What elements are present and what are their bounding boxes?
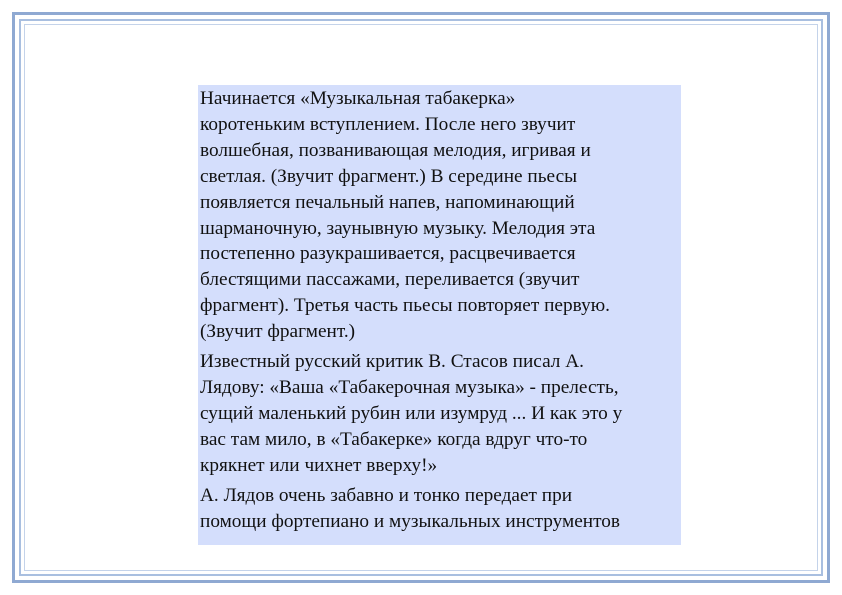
paragraph-1 xyxy=(200,86,679,345)
text-block xyxy=(198,85,681,545)
text-line: блестящими пассажами, переливается (звучит xyxy=(200,269,580,291)
text-line: помощи фортепиано и музыкальных инструментов xyxy=(200,510,621,532)
text-line: постепенно разукрашивается, расцвечивается xyxy=(200,243,576,265)
text-line: (Звучит фрагмент.) xyxy=(200,321,356,343)
text-line: крякнет или чихнет вверху!» xyxy=(200,454,438,476)
text-line: коротеньким вступлением. После него звучит xyxy=(200,113,576,135)
text-line: появляется печальный напев, напоминающий xyxy=(200,191,575,213)
text-line: светлая. (Звучит фрагмент.) В середине пьесы xyxy=(200,165,578,187)
text-line: А. Лядов очень забавно и тонко передает при xyxy=(200,484,573,506)
text-line: Известный русский критик В. Стасов писал А. xyxy=(200,351,584,373)
text-line: фрагмент). Третья часть пьесы повторяет первую. xyxy=(200,295,610,317)
text-line: вас там мило, в «Табакерке» когда вдруг что-то xyxy=(200,428,588,450)
text-line: Лядову: «Ваша «Табакерочная музыка» - прелесть, xyxy=(200,376,619,398)
paragraph-3 xyxy=(200,483,679,535)
text-line: Начинается «Музыкальная табакерка» xyxy=(200,88,516,109)
paragraph-2 xyxy=(200,349,679,479)
text-line: шарманочную, заунывную музыку. Мелодия эта xyxy=(200,217,596,239)
text-line: сущий маленький рубин или изумруд ... И как это у xyxy=(200,402,623,424)
text-line: волшебная, позванивающая мелодия, игривая и xyxy=(200,139,591,161)
